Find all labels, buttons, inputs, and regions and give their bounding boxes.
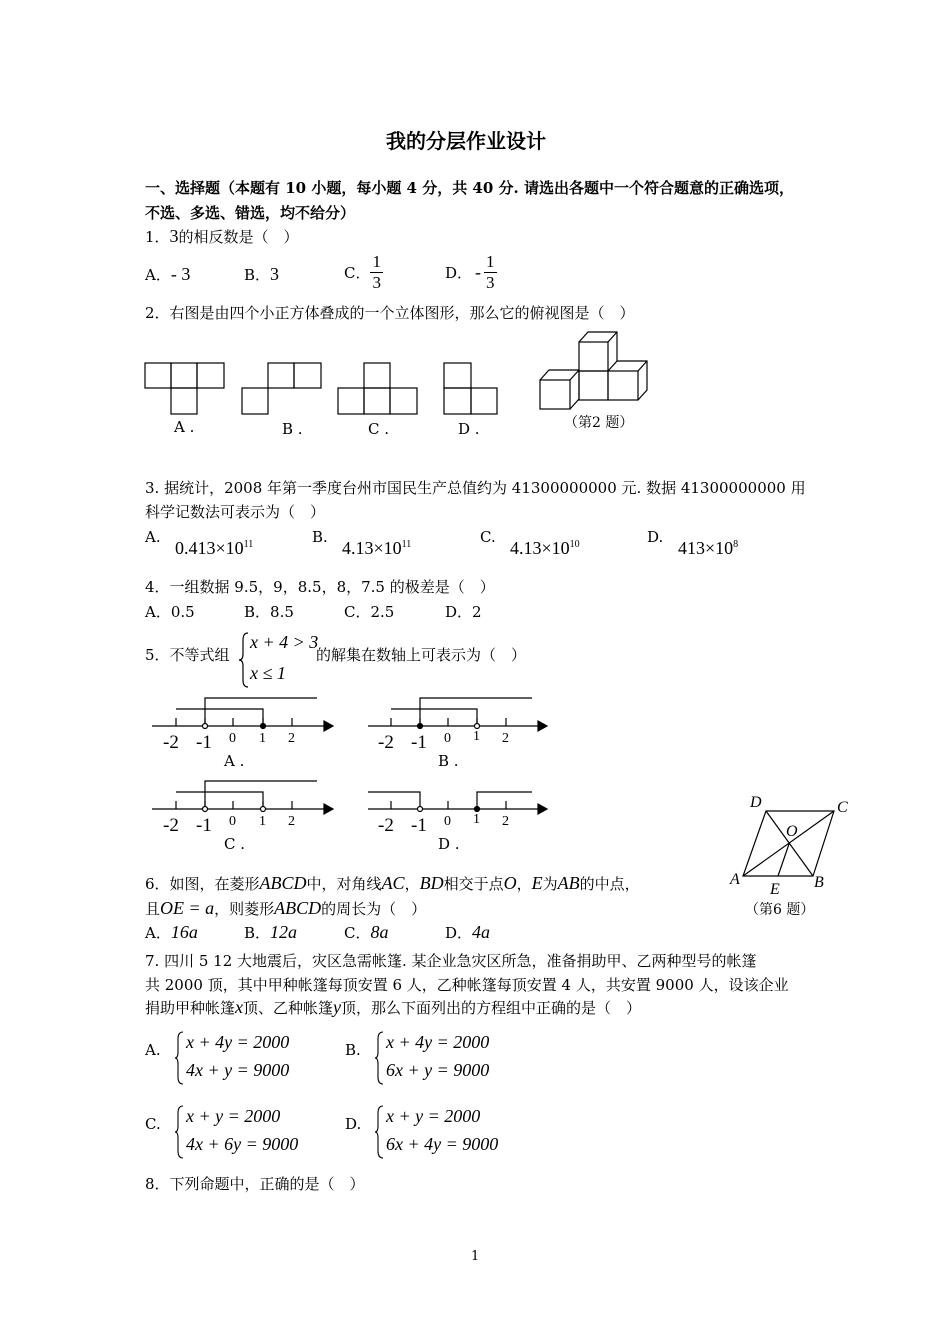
- question-3-line1: 3. 据统计，2008 年第一季度台州市国民生产总值约为 41300000000 元. 数据 41300000000 用: [145, 479, 806, 497]
- q5-prefix: 5．不等式组: [145, 646, 230, 664]
- fraction: $\frac{1}{3}$: [372, 252, 381, 292]
- tick-label: 2: [502, 731, 509, 746]
- tick-label: -2: [163, 815, 179, 836]
- q6-label-a: A: [730, 871, 740, 888]
- tick-label: 0: [229, 731, 236, 746]
- q2-option-c-label[interactable]: C .: [368, 420, 390, 438]
- q5-option-b-label[interactable]: B .: [438, 752, 459, 770]
- q6-label-o: O: [786, 823, 798, 840]
- q2-option-b-label[interactable]: B .: [282, 420, 303, 438]
- question-3-line2: 科学记数法可表示为（ ）: [145, 503, 326, 521]
- q6-label-d: D: [750, 794, 762, 811]
- tick-label: -1: [411, 732, 427, 753]
- q7-option-a-eq2: 4x + y = 9000: [186, 1060, 290, 1080]
- q7-option-d-eq2: 6x + 4y = 9000: [386, 1134, 499, 1154]
- tick-label: 2: [288, 814, 295, 829]
- page-title: 我的分层作业设计: [386, 129, 546, 153]
- q1-stem-text: 的相反数是（ ）: [178, 228, 299, 246]
- q6-label-b: B: [814, 874, 824, 891]
- tick-label: -2: [163, 732, 179, 753]
- left-brace-icon: [174, 1105, 186, 1159]
- minus-sign: -: [475, 262, 482, 282]
- tick-label: 1: [259, 731, 266, 746]
- tick-label: 1: [259, 814, 266, 829]
- q3-option-a[interactable]: A.: [145, 528, 161, 546]
- q6-caption: （第6 题）: [745, 902, 815, 918]
- q7-option-b-eq2: 6x + y = 9000: [386, 1060, 490, 1080]
- option-label: B．: [244, 266, 271, 284]
- section-heading-line2: 不选、多选、错选，均不给分）: [145, 204, 356, 222]
- q6-label-c: C: [837, 799, 848, 816]
- left-brace-icon: [374, 1105, 386, 1159]
- tick-label: -2: [378, 732, 394, 753]
- q7-option-a-eq1: x + 4y = 2000: [186, 1032, 290, 1052]
- q7-option-d-label[interactable]: D.: [345, 1115, 362, 1133]
- left-brace-icon: [174, 1031, 186, 1085]
- tick-label: 1: [473, 729, 480, 744]
- q6-option-b[interactable]: B．12a: [244, 922, 298, 942]
- q5-inequality-2: x ≤ 1: [250, 663, 286, 683]
- q4-option-c[interactable]: C．2.5: [344, 603, 395, 621]
- tick-label: -1: [196, 815, 212, 836]
- q6-option-c[interactable]: C．8a: [344, 922, 389, 942]
- tick-label: -1: [411, 815, 427, 836]
- question-6-line2: 且OE = a，则菱形ABCD的周长为（ ）: [145, 898, 427, 918]
- tick-label: -2: [378, 815, 394, 836]
- tick-label: -1: [196, 732, 212, 753]
- question-4-stem: 4．一组数据 9.5，9，8.5，8，7.5 的极差是（ ）: [145, 578, 495, 596]
- question-2-stem: 2．右图是由四个小正方体叠成的一个立体图形，那么它的俯视图是（ ）: [145, 304, 635, 322]
- q5-inequality-1: x + 4 > 3: [250, 632, 319, 652]
- left-brace-icon: [374, 1031, 386, 1085]
- tick-label: 0: [229, 814, 236, 829]
- q3-option-d-value: $413\times 10^8$: [678, 538, 739, 558]
- q5-option-c-label[interactable]: C .: [224, 835, 246, 853]
- q1-number: 3: [169, 226, 179, 246]
- page-number: 1: [471, 1249, 480, 1264]
- option-value: - 3: [170, 264, 191, 284]
- q2-option-a-label[interactable]: A .: [174, 418, 195, 436]
- question-6-line1: 6．如图，在菱形ABCD中，对角线AC，BD相交于点O，E为AB的中点，: [145, 873, 640, 893]
- q6-option-a[interactable]: A．16a: [145, 922, 198, 942]
- option-label: D．: [445, 264, 473, 282]
- q7-option-c-eq2: 4x + 6y = 9000: [186, 1134, 299, 1154]
- q5-suffix: 的解集在数轴上可表示为（ ）: [316, 646, 527, 664]
- q7-option-d-eq1: x + y = 2000: [386, 1106, 481, 1126]
- q4-option-b[interactable]: B．8.5: [244, 603, 294, 621]
- tick-label: 2: [288, 731, 295, 746]
- q6-label-e: E: [770, 881, 780, 898]
- q1-prefix: 1．: [145, 228, 170, 246]
- q7-option-a-label[interactable]: A.: [145, 1041, 161, 1059]
- question-7-line3: 捐助甲种帐篷x顶、乙种帐篷y顶，那么下面列出的方程组中正确的是（ ）: [145, 997, 642, 1017]
- option-label: A．: [145, 266, 171, 284]
- q7-option-b-eq1: x + 4y = 2000: [386, 1032, 490, 1052]
- q3-option-a-value: $0.413\times 10^{11}$: [175, 538, 254, 558]
- tick-label: 1: [473, 812, 480, 827]
- option-value: 3: [270, 264, 280, 284]
- question-7-line2: 共 2000 顶，其中甲种帐篷每顶安置 6 人，乙种帐篷每顶安置 4 人，共安置 9000 人，设该企业: [145, 976, 789, 994]
- tick-label: 0: [444, 731, 451, 746]
- q2-option-d-label[interactable]: D .: [458, 420, 480, 438]
- fraction: $\frac{1}{3}$: [486, 252, 495, 292]
- q5-option-a-label[interactable]: A .: [224, 752, 245, 770]
- q3-option-c[interactable]: C.: [480, 528, 496, 546]
- q5-option-d-label[interactable]: D .: [438, 835, 460, 853]
- q7-option-c-label[interactable]: C.: [145, 1115, 161, 1133]
- q7-option-b-label[interactable]: B.: [345, 1041, 361, 1059]
- q6-option-d[interactable]: D．4a: [445, 922, 491, 942]
- q4-option-a[interactable]: A．0.5: [145, 603, 195, 621]
- q3-option-b[interactable]: B.: [312, 528, 328, 546]
- q7-option-c-eq1: x + y = 2000: [186, 1106, 281, 1126]
- q4-option-d[interactable]: D．2: [445, 603, 482, 621]
- tick-label: 2: [502, 814, 509, 829]
- q2-caption: （第2 题）: [564, 415, 634, 431]
- section-heading-line1: 一、选择题（本题有 10 小题，每小题 4 分，共 40 分. 请选出各题中一个符合题意的正确选项，: [145, 179, 794, 197]
- question-7-line1: 7. 四川 5 12 大地震后，灾区急需帐篷. 某企业急灾区所急，准备捐助甲、乙两种型号的帐篷: [145, 952, 757, 970]
- q3-option-c-value: $4.13\times 10^{10}$: [510, 538, 580, 558]
- tick-label: 0: [444, 814, 451, 829]
- q3-option-d[interactable]: D.: [647, 528, 664, 546]
- option-label: C．: [344, 264, 371, 282]
- question-8-stem: 8．下列命题中，正确的是（ ）: [145, 1175, 365, 1193]
- q3-option-b-value: $4.13\times 10^{11}$: [342, 538, 412, 558]
